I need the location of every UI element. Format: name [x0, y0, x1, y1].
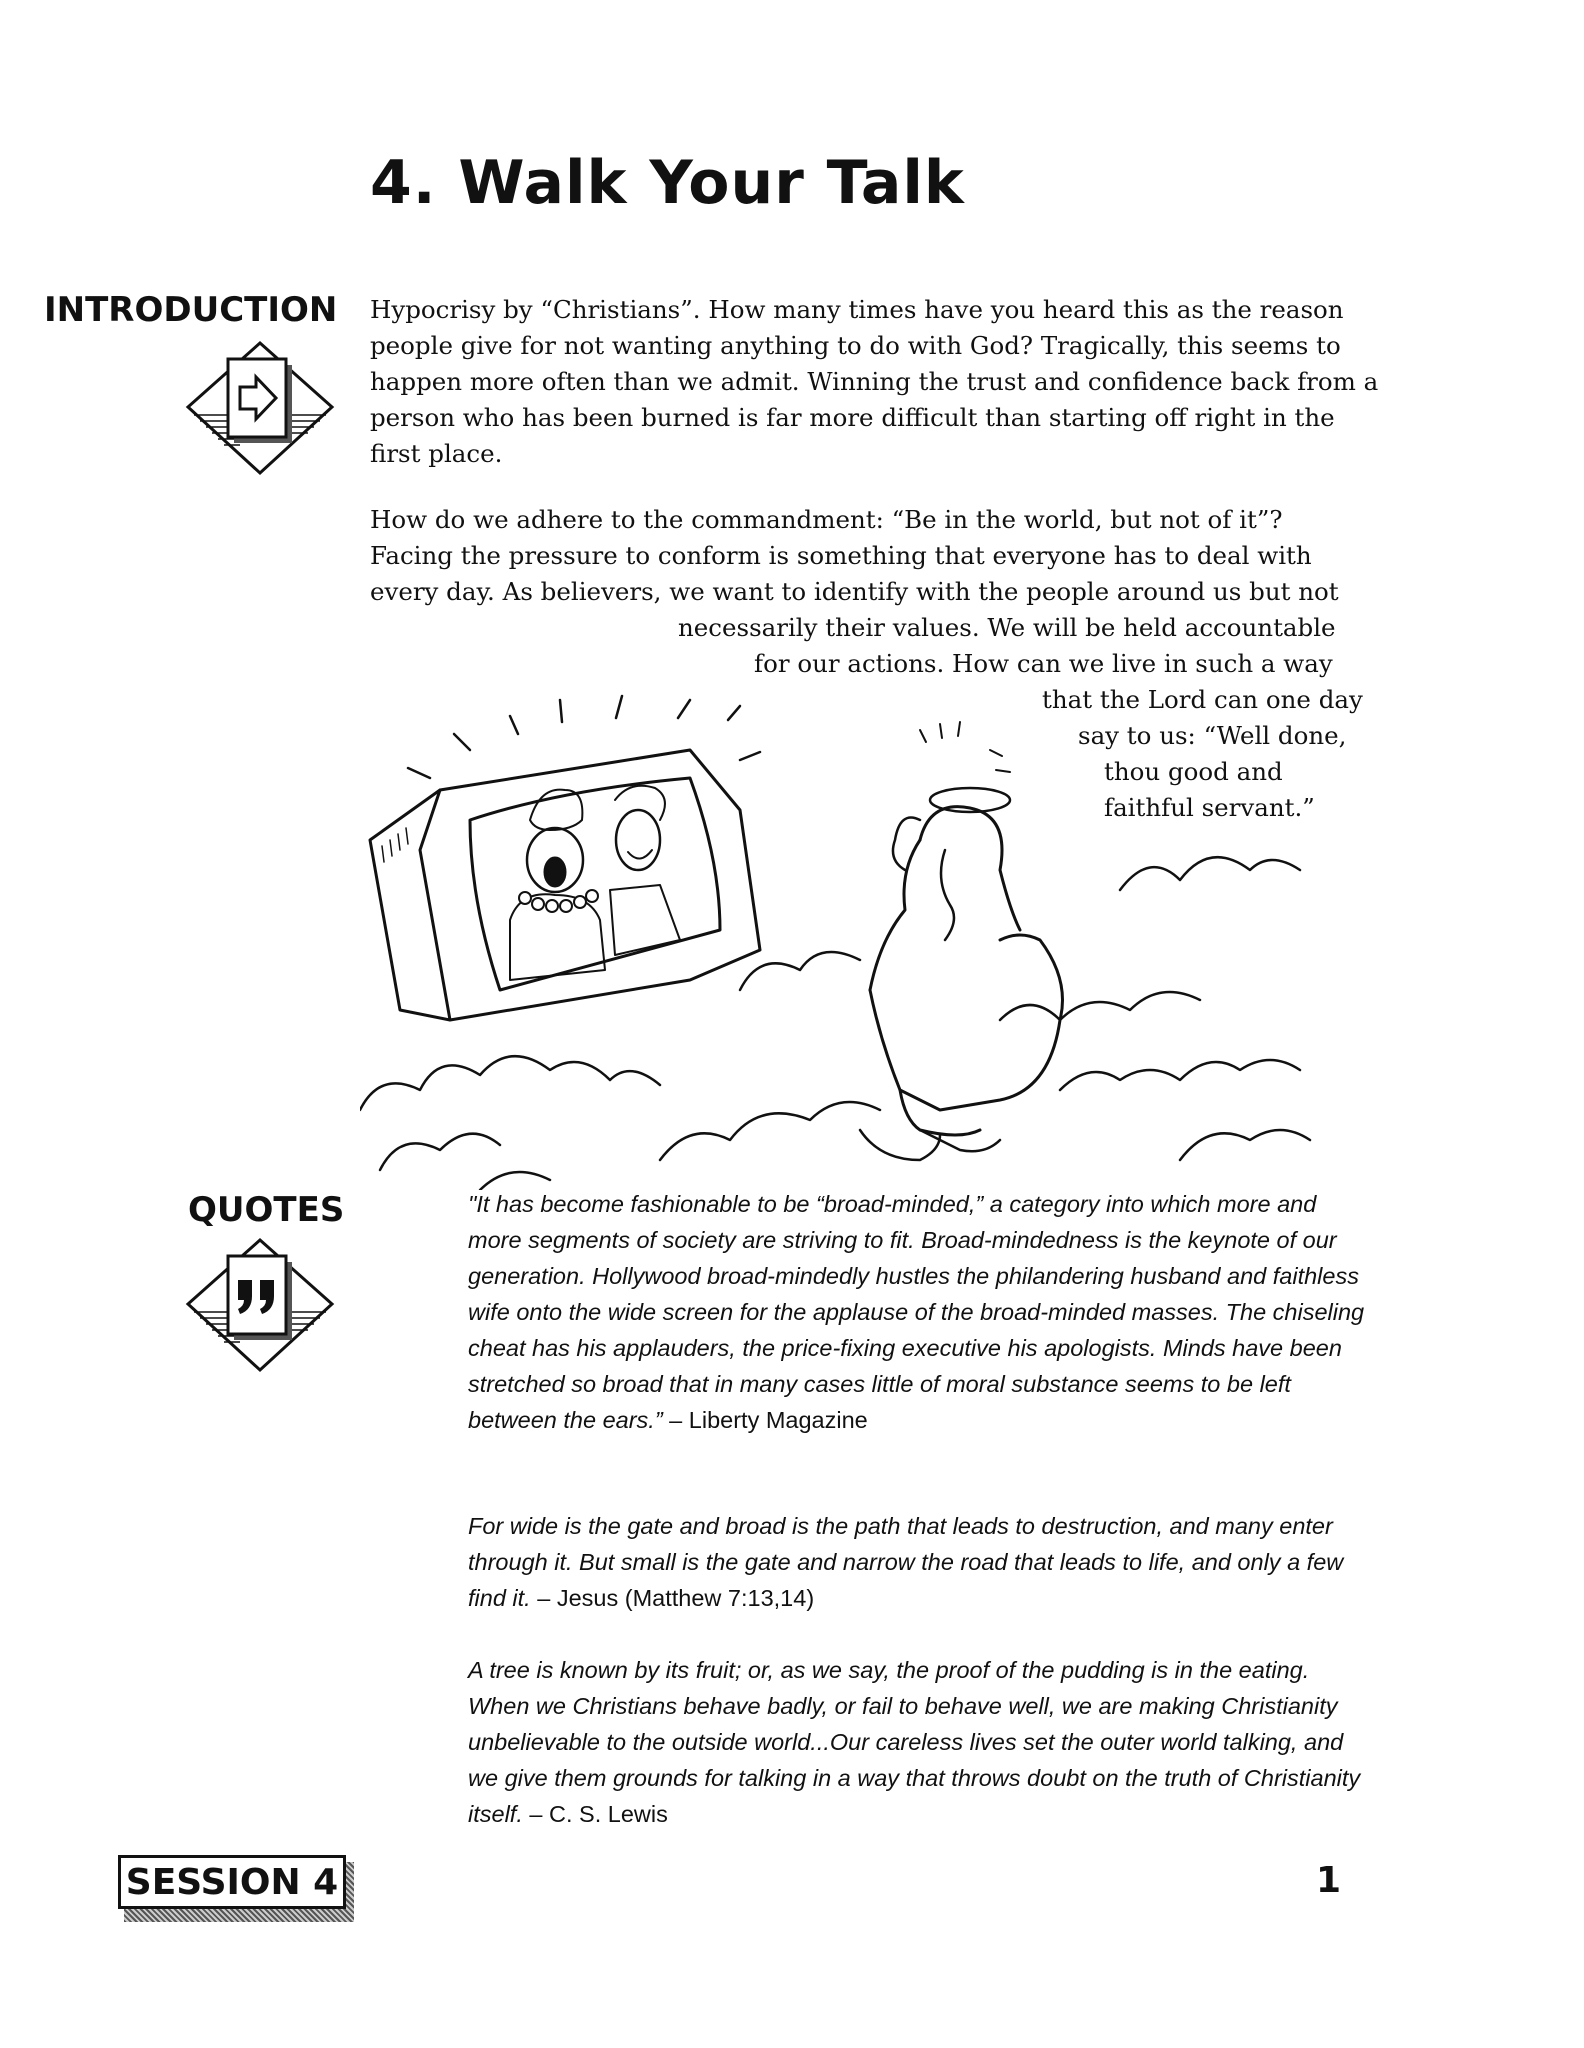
quotes-heading: QUOTES	[188, 1190, 345, 1230]
page-title: 4. Walk Your Talk	[370, 148, 965, 218]
quote-text: A tree is known by its fruit; or, as we say, the proof of the pudding is in the eating. When we Christians behave badly, or fail to behave well, we are making Christianity unbelievable to the outside world...Our careless lives set the outer world talking, and we give them grounds for talking in a way that throws doubt on the truth of Christianity itself.	[468, 1657, 1361, 1827]
introduction-heading: INTRODUCTION	[44, 290, 338, 330]
paragraph-line: Facing the pressure to conform is something that everyone has to deal with	[370, 541, 1312, 570]
page-number: 1	[1316, 1860, 1342, 1901]
cartoon-illustration	[360, 690, 1320, 1190]
quote-text: For wide is the gate and broad is the path that leads to destruction, and many enter through it. But small is the gate and narrow the road that leads to life, and only a few find it.	[468, 1513, 1344, 1611]
quote-source: – C. S. Lewis	[522, 1801, 668, 1827]
quote-text: "It has become fashionable to be “broad-minded,” a category into which more and more segments of society are striving to fit. Broad-mindedness is the keynote of our generation. Hollywood broad-mindedly hustles the philandering husband and faithless wife onto the wide screen for the applause of the broad-minded masses. The chiseling cheat has his applauders, the price-fixing executive his apologists. Minds have been stretched so broad that in many cases little of moral substance seems to be left between the ears.”	[468, 1191, 1365, 1433]
session-badge: SESSION 4	[118, 1855, 346, 1909]
right-arrow-icon	[180, 335, 340, 480]
paragraph-line: thou good and	[1104, 757, 1283, 786]
paragraph-line: for our actions. How can we live in such a way	[754, 649, 1333, 678]
paragraph-line: every day. As believers, we want to identify with the people around us but not	[370, 577, 1339, 606]
paragraph-line: say to us: “Well done,	[1078, 721, 1347, 750]
paragraph-line: faithful servant.”	[1104, 793, 1315, 822]
quote-source: – Jesus (Matthew 7:13,14)	[530, 1585, 815, 1611]
quote-item	[468, 1186, 1368, 1438]
paragraph-line: necessarily their values. We will be held accountable	[678, 613, 1336, 642]
paragraph-line: How do we adhere to the commandment: “Be in the world, but not of it”?	[370, 505, 1283, 534]
quote-item	[468, 1508, 1368, 1616]
quote-item	[468, 1652, 1368, 1832]
introduction-paragraph-1: Hypocrisy by “Christians”. How many times have you heard this as the reason people give for not wanting anything to do with God? Tragically, this seems to happen more often than we admit. Winning the trust and confidence back from a person who has been burned is far more difficult than starting off right in the first place.	[370, 295, 1379, 468]
paragraph-line: that the Lord can one day	[1042, 685, 1363, 714]
quotation-mark-icon	[180, 1232, 340, 1377]
quote-source: – Liberty Magazine	[662, 1407, 868, 1433]
